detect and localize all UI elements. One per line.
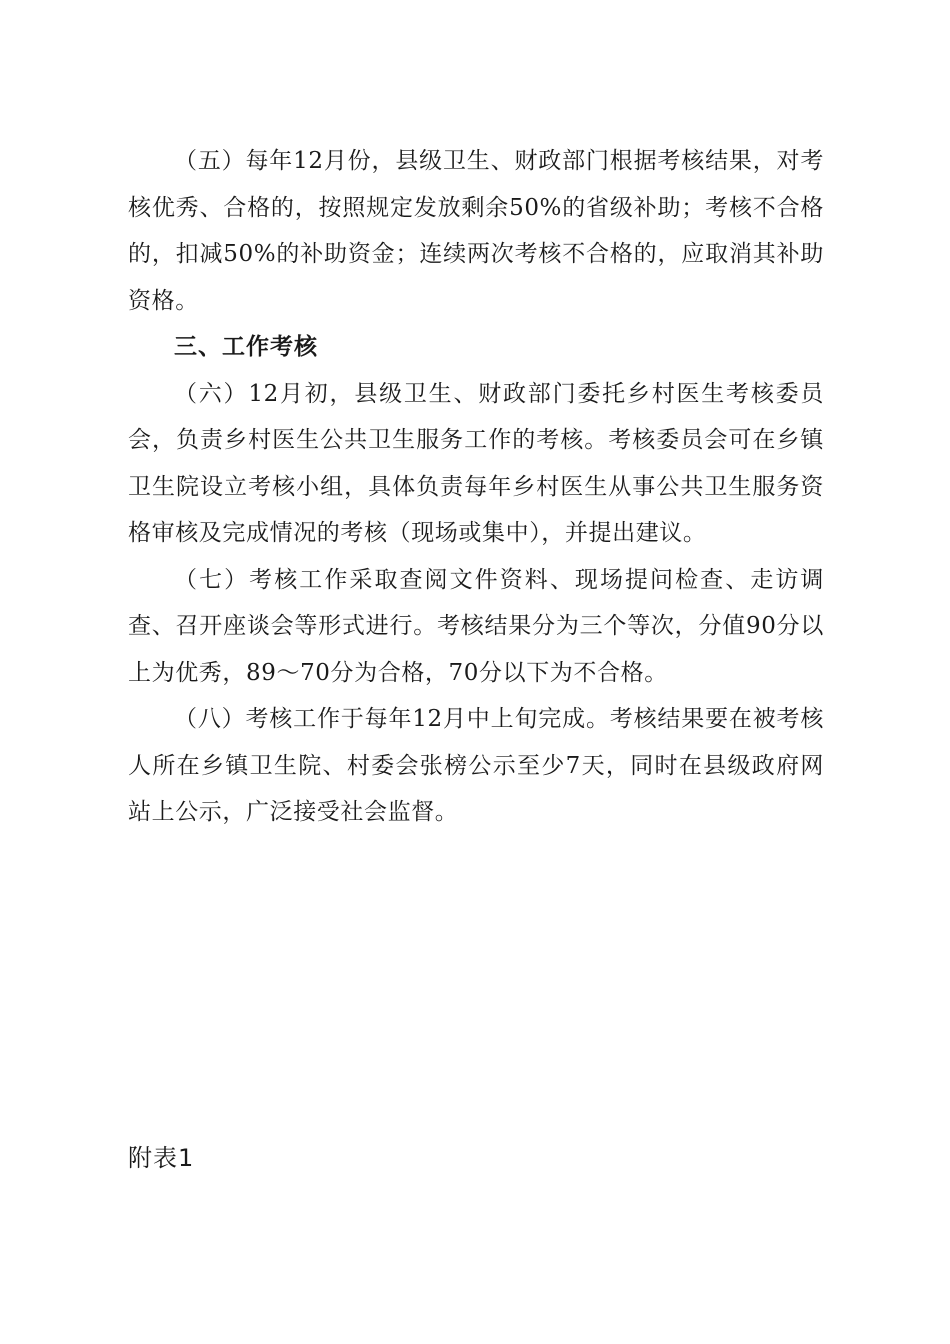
paragraph-7-assessment-methods: （七）考核工作采取查阅文件资料、现场提问检查、走访调查、召开座谈会等形式进行。考核结果分为三个等次，分值90分以上为优秀，89～70分为合格，70分以下为不合格。: [128, 566, 824, 686]
paragraph-6-assessment-committee: （六）12月初，县级卫生、财政部门委托乡村医生考核委员会，负责乡村医生公共卫生服务工作的考核。考核委员会可在乡镇卫生院设立考核小组，具体负责每年乡村医生从事公共卫生服务资格审核及完成情况的考核（现场或集中），并提出建议。: [128, 380, 824, 546]
section-heading-work-assessment: 三、工作考核: [174, 334, 318, 360]
document-body: [128, 138, 824, 836]
paragraph-5-subsidy-distribution: （五）每年12月份，县级卫生、财政部门根据考核结果，对考核优秀、合格的，按照规定发放剩余50%的省级补助；考核不合格的，扣减50%的补助资金；连续两次考核不合格的，应取消其补助资格。: [128, 148, 824, 314]
appendix-label: 附表1: [128, 1144, 195, 1172]
paragraph-8-assessment-schedule: （八）考核工作于每年12月中上旬完成。考核结果要在被考核人所在乡镇卫生院、村委会张榜公示至少7天，同时在县级政府网站上公示，广泛接受社会监督。: [128, 706, 824, 825]
